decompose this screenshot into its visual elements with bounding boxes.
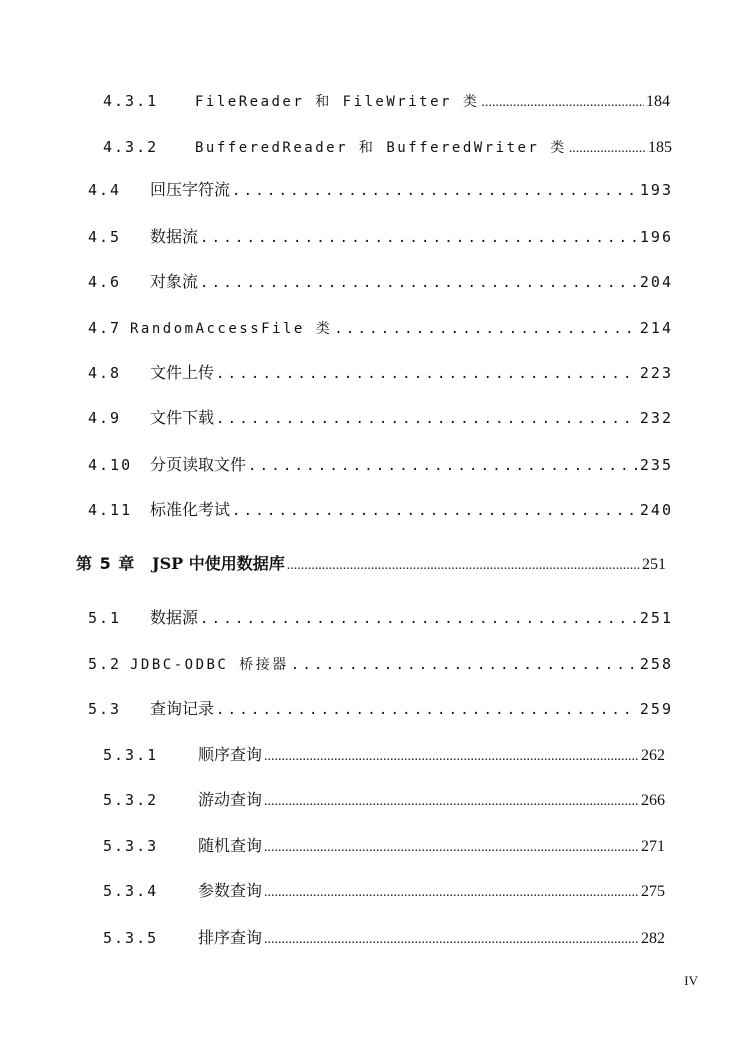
toc-title: BufferedReader 和 BufferedWriter 类: [195, 140, 567, 156]
toc-page-number: 196: [639, 228, 673, 246]
toc-page-number: 251: [642, 556, 666, 573]
toc-entry-4-5: [88, 222, 673, 252]
toc-page-number: 282: [641, 930, 665, 947]
toc-entry-5-3-5: [103, 923, 665, 953]
toc-title: 文件下载: [150, 408, 215, 427]
toc-page-number: 262: [641, 747, 665, 764]
toc-number: 5.2: [88, 655, 122, 673]
toc-entry-4-10: [88, 450, 673, 480]
toc-leader: [264, 876, 639, 908]
toc-leader: [291, 649, 638, 680]
toc-number: 4.4: [88, 181, 122, 199]
toc-number: 4.3.2: [103, 138, 159, 156]
toc-entry-5-2: [88, 649, 673, 679]
toc-number: 4.7: [88, 319, 122, 337]
toc-title: 游动查询: [198, 790, 263, 809]
chapter-title: JSP 中使用数据库: [152, 554, 285, 573]
toc-entry-4-3-1: [103, 86, 670, 116]
toc-number: 5.3.4: [103, 882, 159, 900]
toc-chapter-5: [76, 549, 666, 579]
toc-page-number: 223: [639, 364, 673, 382]
toc-page-number: 235: [639, 456, 673, 474]
toc-leader: [232, 175, 638, 206]
toc-number: 5.1: [88, 609, 122, 627]
toc-entry-5-3-4: [103, 876, 665, 906]
toc-leader: [334, 313, 638, 344]
toc-title: 标准化考试: [150, 500, 231, 519]
toc-entry-4-7: [88, 313, 673, 343]
toc-leader: [216, 403, 638, 434]
toc-page-number: 214: [639, 319, 673, 337]
toc-leader: [264, 923, 639, 955]
toc-number: 4.10: [88, 456, 133, 474]
toc-title: 排序查询: [198, 928, 263, 947]
toc-number: 5.3.3: [103, 837, 159, 855]
toc-leader: [200, 267, 638, 298]
toc-number: 4.6: [88, 273, 122, 291]
toc-page-number: 271: [641, 838, 665, 855]
toc-entry-5-3-2: [103, 785, 665, 815]
toc-title: 数据源: [150, 608, 199, 627]
toc-leader: [200, 222, 638, 253]
toc-number: 4.5: [88, 228, 122, 246]
toc-number: 4.8: [88, 364, 122, 382]
toc-leader: [264, 831, 639, 863]
toc-page-number: 240: [639, 501, 673, 519]
toc-leader: [264, 785, 639, 817]
toc-entry-4-3-2: [103, 132, 672, 162]
toc-title: 分页读取文件: [150, 455, 247, 474]
toc-page-number: 258: [639, 655, 673, 673]
toc-title: RandomAccessFile 类: [130, 321, 333, 337]
toc-page-number: 275: [641, 883, 665, 900]
toc-leader: [287, 549, 640, 581]
toc-title: 回压字符流: [150, 180, 231, 199]
toc-entry-4-6: [88, 267, 673, 297]
toc-number: 5.3: [88, 700, 122, 718]
toc-leader: [216, 694, 638, 725]
chapter-number: 第 5 章: [76, 554, 136, 573]
toc-number: 4.3.1: [103, 92, 159, 110]
page-footer-number: IV: [684, 973, 698, 988]
toc-leader: [569, 132, 646, 164]
toc-entry-4-9: [88, 403, 673, 433]
toc-entry-5-3-1: [103, 740, 665, 770]
toc-page-number: 185: [648, 139, 672, 156]
toc-entry-5-3-3: [103, 831, 665, 861]
toc-leader: [264, 740, 639, 772]
toc-page-number: 232: [639, 409, 673, 427]
toc-page-number: 266: [641, 792, 665, 809]
toc-title: JDBC-ODBC 桥接器: [130, 657, 289, 673]
toc-title: 参数查询: [198, 881, 263, 900]
toc-number: 5.3.5: [103, 929, 159, 947]
toc-page-number: 251: [639, 609, 673, 627]
toc-title: 顺序查询: [198, 745, 263, 764]
toc-entry-4-8: [88, 358, 673, 388]
toc-page-number: 184: [646, 93, 670, 110]
toc-leader: [248, 450, 638, 481]
toc-title: 查询记录: [150, 699, 215, 718]
toc-entry-4-4: [88, 175, 673, 205]
toc-page-number: 193: [639, 181, 673, 199]
toc-leader: [232, 495, 638, 526]
toc-number: 5.3.2: [103, 791, 159, 809]
toc-number: 4.9: [88, 409, 122, 427]
toc-title: 文件上传: [150, 363, 215, 382]
toc-title: 对象流: [150, 272, 199, 291]
toc-leader: [216, 358, 638, 389]
toc-title: 随机查询: [198, 836, 263, 855]
toc-number: 4.11: [88, 501, 133, 519]
toc-title: 数据流: [150, 227, 199, 246]
toc-page-number: 204: [639, 273, 673, 291]
toc-entry-5-3: [88, 694, 673, 724]
toc-entry-4-11: [88, 495, 673, 525]
toc-leader: [200, 603, 638, 634]
toc-page-number: 259: [639, 700, 673, 718]
toc-number: 5.3.1: [103, 746, 159, 764]
toc-entry-5-1: [88, 603, 673, 633]
toc-leader: [481, 86, 644, 118]
toc-title: FileReader 和 FileWriter 类: [195, 94, 480, 110]
